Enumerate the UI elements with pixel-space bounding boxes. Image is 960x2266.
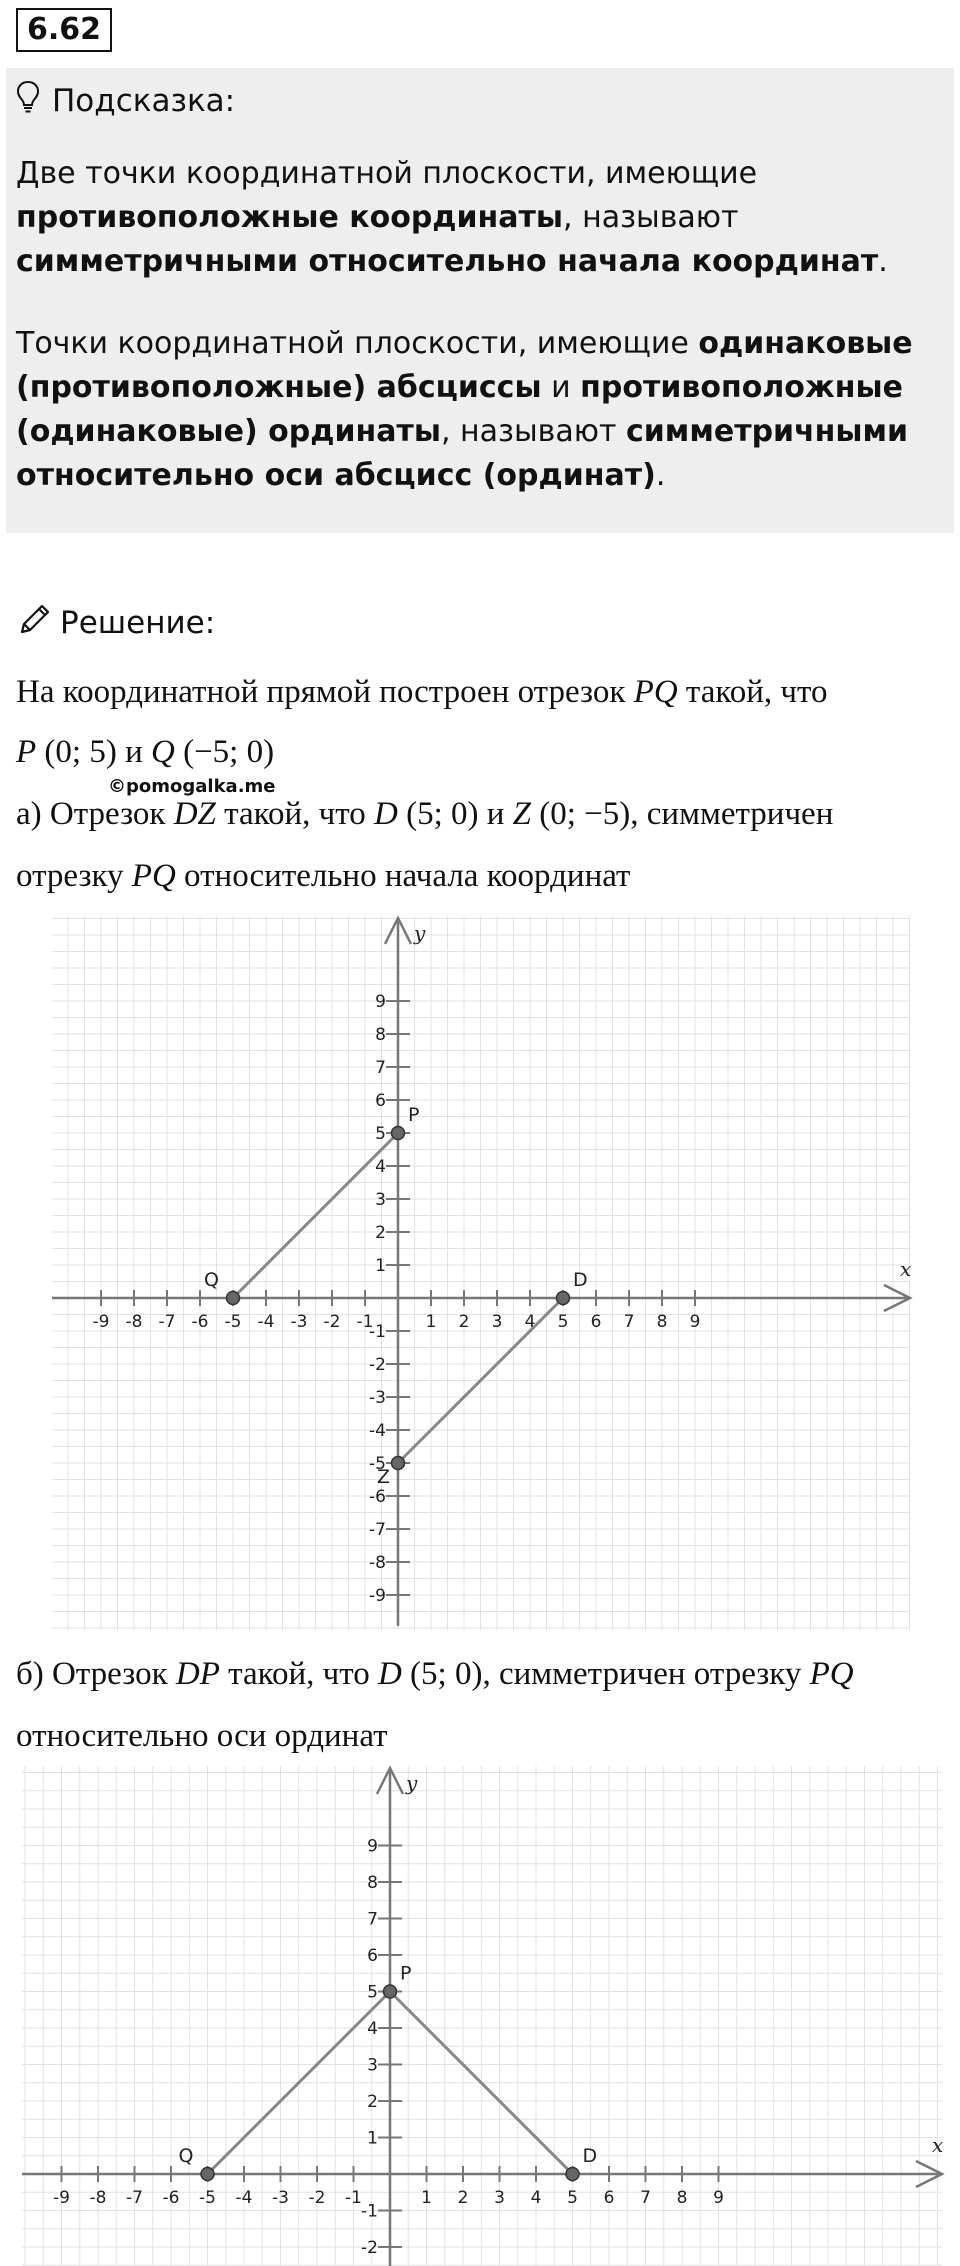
y-tick-label: 4 xyxy=(367,2019,378,2039)
point-label-P: P xyxy=(400,1962,412,1985)
y-tick-label: -9 xyxy=(369,1586,386,1606)
solution-header xyxy=(18,602,215,644)
hint-paragraph-2 xyxy=(16,322,946,498)
y-tick-label: 1 xyxy=(367,2128,378,2149)
y-tick-label: 2 xyxy=(375,1223,386,1243)
x-tick-label: -8 xyxy=(89,2188,107,2208)
part-b-line-1: б) Отрезок DP такой, что D (5; 0), симметричен отрезку PQ xyxy=(16,1656,854,1692)
y-tick-label: 9 xyxy=(375,992,386,1012)
point-label-P: P xyxy=(408,1104,420,1126)
x-tick-label: -8 xyxy=(125,1312,143,1332)
solution-line-2: P (0; 5) и Q (−5; 0) xyxy=(16,734,275,770)
point-label-Z: Z xyxy=(376,1466,390,1488)
x-axis-label: x xyxy=(932,2133,944,2157)
axes xyxy=(22,1768,943,2266)
hint-paragraph-1 xyxy=(16,152,936,284)
point-Z xyxy=(392,1457,405,1470)
y-tick-label: -6 xyxy=(369,1487,386,1507)
x-tick-label: -2 xyxy=(323,1312,341,1332)
x-tick-label: 5 xyxy=(567,2188,578,2208)
grid xyxy=(22,1766,942,2266)
x-tick-label: -4 xyxy=(235,2188,253,2208)
y-tick-label: -3 xyxy=(369,1388,386,1408)
x-tick-label: 9 xyxy=(689,1312,701,1332)
problem-number: 6.62 xyxy=(16,8,112,52)
x-tick-label: 9 xyxy=(713,2188,724,2208)
hint-text-run: Точки координатной плоскости, имеющие xyxy=(16,326,699,361)
graph-a xyxy=(52,916,910,1630)
point-Q xyxy=(227,1292,240,1305)
y-tick-label: 2 xyxy=(367,2092,378,2112)
lightbulb-icon xyxy=(16,80,40,122)
graph-b xyxy=(22,1766,942,2266)
x-tick-label: -4 xyxy=(257,1312,275,1332)
point-label-D: D xyxy=(573,1269,588,1291)
y-axis-label: y xyxy=(414,921,426,945)
x-tick-label: -2 xyxy=(308,2188,326,2208)
y-tick-label: -1 xyxy=(361,2201,378,2222)
y-tick-label: -5 xyxy=(369,1454,386,1474)
solution-line-1: На координатной прямой построен отрезок PQ такой, что xyxy=(16,674,828,710)
x-tick-label: -9 xyxy=(53,2188,70,2208)
hint-text-run: и xyxy=(541,370,581,405)
y-tick-label: 6 xyxy=(367,1946,378,1966)
hint-text-run: . xyxy=(655,458,666,493)
y-tick-label: -1 xyxy=(369,1322,386,1342)
y-tick-label: 1 xyxy=(375,1256,386,1276)
x-tick-label: -7 xyxy=(126,2188,143,2208)
x-tick-label: 1 xyxy=(425,1312,437,1332)
y-tick-label: 3 xyxy=(367,2055,378,2076)
point-label-Q: Q xyxy=(204,1269,219,1291)
x-axis-label: x xyxy=(900,1257,912,1281)
y-tick-label: -2 xyxy=(369,1355,386,1375)
axes xyxy=(52,918,911,1626)
x-tick-label: 4 xyxy=(524,1312,536,1332)
x-tick-label: -1 xyxy=(356,1312,374,1332)
y-tick-label: 5 xyxy=(367,1982,378,2003)
part-b-line-2: относительно оси ординат xyxy=(16,1718,388,1754)
hint-title: Подсказка: xyxy=(52,83,236,119)
point-P xyxy=(392,1127,405,1140)
x-tick-label: 6 xyxy=(590,1312,602,1332)
hint-text-run: , называют xyxy=(440,414,626,449)
hint-text-run: противоположные (одинаковые) ординаты xyxy=(16,370,903,449)
x-tick-label: -6 xyxy=(162,2188,180,2208)
y-tick-label: 3 xyxy=(375,1190,386,1210)
y-tick-label: 5 xyxy=(375,1124,386,1144)
hint-text-run: , называют xyxy=(563,200,739,235)
x-tick-label: 6 xyxy=(603,2188,615,2208)
y-tick-label: -8 xyxy=(369,1553,386,1573)
x-tick-label: -6 xyxy=(191,1312,209,1332)
point-D xyxy=(566,2168,579,2181)
graph-a-svg xyxy=(52,916,910,1630)
hint-header xyxy=(16,80,235,122)
x-tick-label: -7 xyxy=(158,1312,176,1332)
hint-text-run: противоположные координаты xyxy=(16,200,564,235)
x-tick-label: -1 xyxy=(345,2188,362,2208)
x-tick-label: 4 xyxy=(530,2188,542,2208)
x-tick-label: 2 xyxy=(457,2188,469,2208)
part-a-line-1: а) Отрезок DZ такой, что D (5; 0) и Z (0; −5), симметричен xyxy=(16,796,834,832)
point-D xyxy=(557,1292,570,1305)
hint-text-run: симметричными относительно начала координат xyxy=(16,244,879,279)
x-tick-label: 3 xyxy=(494,2188,505,2208)
x-tick-label: 3 xyxy=(491,1312,503,1332)
x-tick-label: 1 xyxy=(421,2188,432,2208)
point-label-D: D xyxy=(582,2145,598,2167)
y-axis-label: y xyxy=(406,1771,418,1795)
y-tick-label: 6 xyxy=(375,1091,386,1111)
hint-box xyxy=(6,68,954,533)
x-tick-label: -3 xyxy=(290,1312,308,1332)
y-tick-label: -2 xyxy=(361,2238,378,2258)
x-tick-label: 7 xyxy=(623,1312,635,1332)
x-tick-label: 5 xyxy=(557,1312,569,1332)
hint-text-run: Две точки координатной плоскости, имеющие xyxy=(16,156,758,191)
x-tick-label: 7 xyxy=(640,2188,651,2208)
hint-text-run: одинаковые (противоположные) абсциссы xyxy=(16,326,913,405)
watermark: ©pomogalka.me xyxy=(108,776,276,797)
point-Q xyxy=(201,2168,214,2181)
pencil-icon xyxy=(18,602,52,644)
x-tick-label: 8 xyxy=(656,1312,668,1332)
graph-b-svg xyxy=(22,1766,942,2266)
point-P xyxy=(384,1985,397,1998)
y-tick-label: 8 xyxy=(367,1873,378,1893)
solution-title: Решение: xyxy=(60,605,216,641)
y-tick-label: -4 xyxy=(369,1421,386,1441)
hint-text-run: . xyxy=(878,244,888,279)
x-tick-label: -3 xyxy=(272,2188,289,2208)
hint-text-run: симметричными относительно оси абсцисс (ординат) xyxy=(16,414,909,493)
y-tick-label: 8 xyxy=(375,1025,386,1045)
x-tick-label: -5 xyxy=(199,2188,216,2208)
y-tick-label: 7 xyxy=(367,1909,378,1930)
y-tick-label: 9 xyxy=(367,1836,378,1857)
x-tick-label: -9 xyxy=(92,1312,110,1332)
point-label-Q: Q xyxy=(178,2145,194,2167)
x-tick-label: -5 xyxy=(224,1312,242,1332)
y-tick-label: -7 xyxy=(369,1520,386,1540)
x-tick-label: 2 xyxy=(458,1312,470,1332)
y-tick-label: 4 xyxy=(375,1157,386,1177)
grid xyxy=(52,916,910,1630)
x-tick-label: 8 xyxy=(676,2188,688,2208)
part-a-line-2: отрезку PQ относительно начала координат xyxy=(16,858,631,894)
y-tick-label: 7 xyxy=(375,1058,386,1078)
